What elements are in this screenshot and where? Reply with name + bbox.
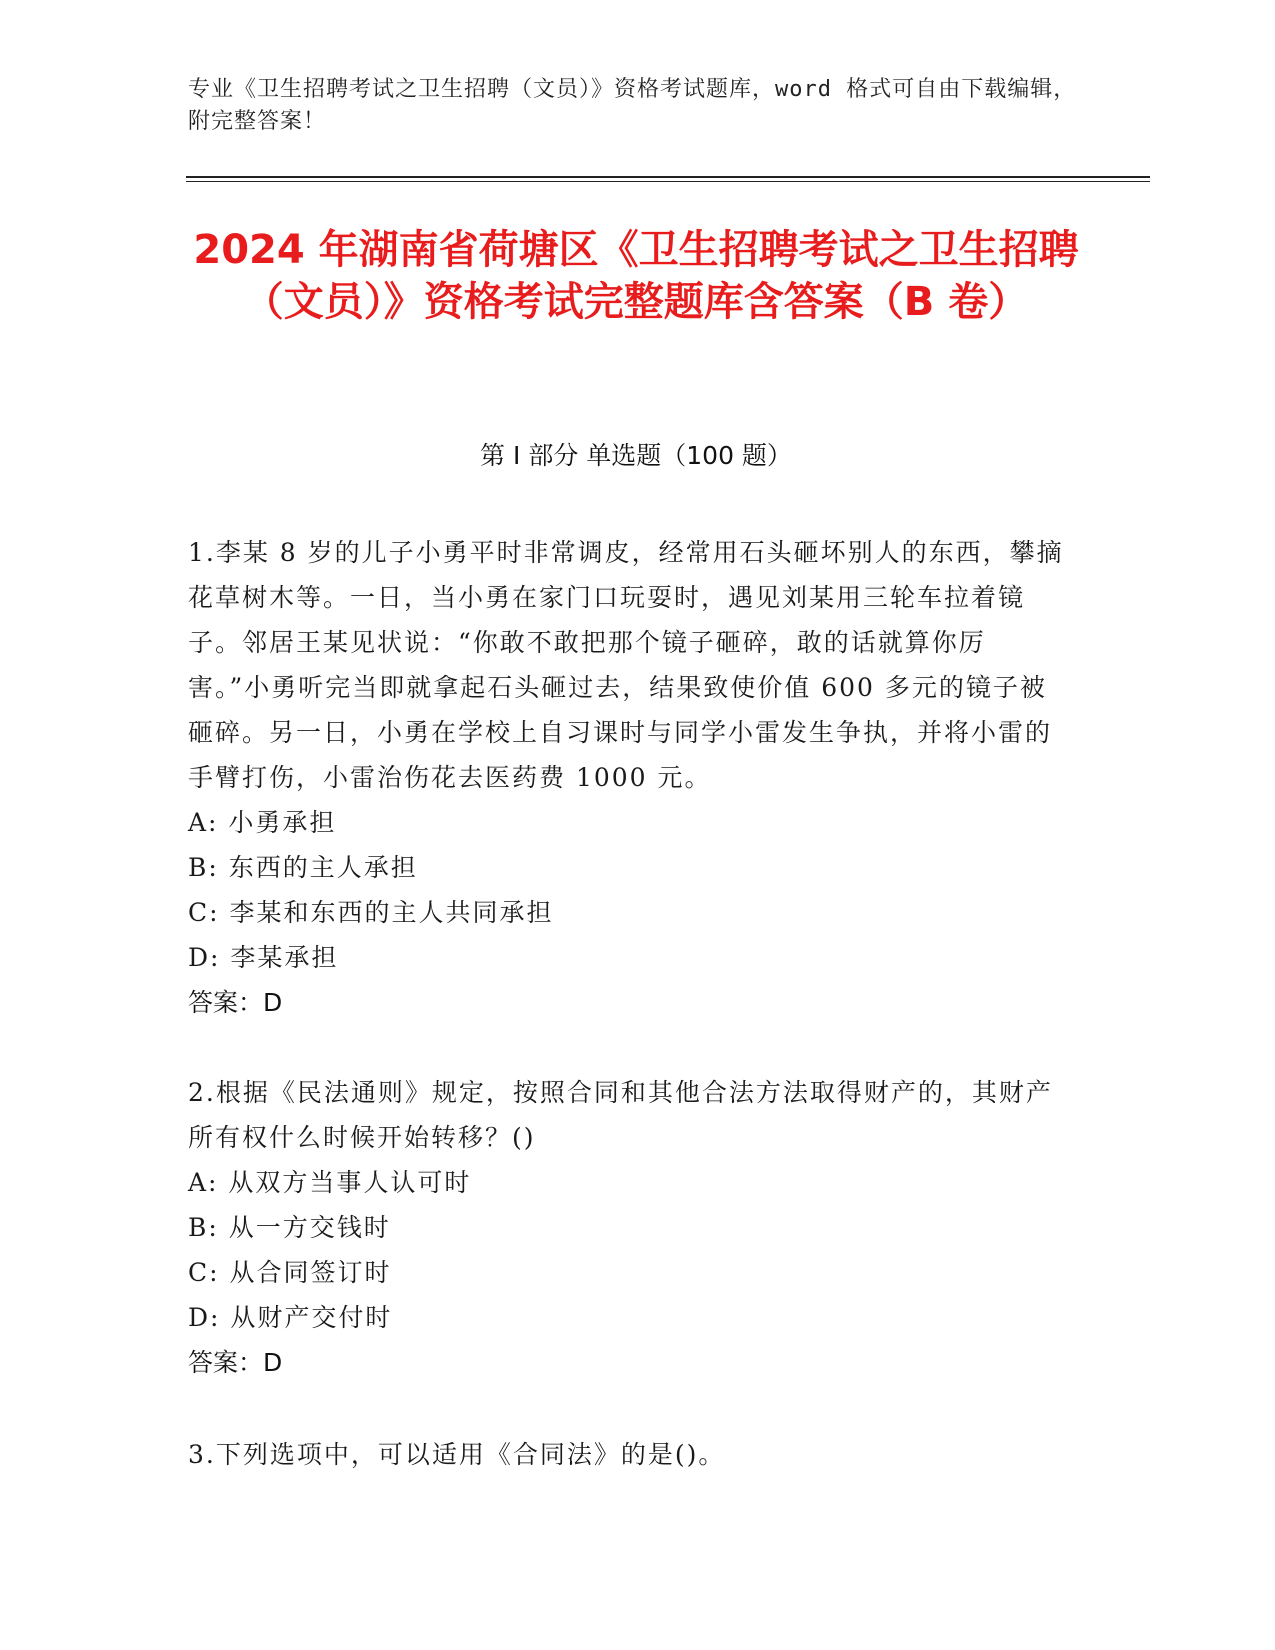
option-a: A: 小勇承担	[188, 808, 337, 837]
question-stem: 2.根据《民法通则》规定，按照合同和其他合法方法取得财产的，其财产所有权什么时候开始转移？()	[188, 1078, 1053, 1152]
answer-line: 答案：D	[188, 988, 283, 1017]
option-b: B: 东西的主人承担	[188, 853, 418, 882]
question-2	[188, 1070, 1068, 1385]
header-divider-thin	[186, 181, 1150, 182]
header-divider-thick	[186, 176, 1150, 178]
option-c: C: 从合同签订时	[188, 1258, 392, 1287]
option-d: D: 李某承担	[188, 943, 339, 972]
option-c: C: 李某和东西的主人共同承担	[188, 898, 554, 927]
option-d: D: 从财产交付时	[188, 1303, 393, 1332]
answer-line: 答案：D	[188, 1348, 283, 1377]
question-3	[188, 1432, 1068, 1477]
question-1	[188, 530, 1068, 1025]
section-heading: 第 I 部分 单选题（100 题）	[480, 441, 792, 470]
question-stem: 1.李某 8 岁的儿子小勇平时非常调皮，经常用石头砸坏别人的东西，攀摘花草树木等。一日，当小勇在家门口玩耍时，遇见刘某用三轮车拉着镜子。邻居王某见状说：“你敢不敢把那个镜子砸碎，敢的话就算你厉害。”小勇听完当即就拿起石头砸过去，结果致使价值 600 多元的镜子被砸碎。另一日，小勇在学校上自习课时与同学小雷发生争执，并将小雷的手臂打伤，小雷治伤花去医药费 1000 元。	[188, 538, 1064, 792]
question-stem: 3.下列选项中，可以适用《合同法》的是()。	[188, 1440, 726, 1469]
document-title: 2024 年湖南省荷塘区《卫生招聘考试之卫生招聘（文员）》资格考试完整题库含答案（B 卷）	[193, 227, 1079, 325]
header-note: 专业《卫生招聘考试之卫生招聘（文员）》资格考试题库，word 格式可自由下载编辑，附完整答案！	[188, 77, 1077, 134]
option-a: A: 从双方当事人认可时	[188, 1168, 472, 1197]
option-b: B: 从一方交钱时	[188, 1213, 391, 1242]
